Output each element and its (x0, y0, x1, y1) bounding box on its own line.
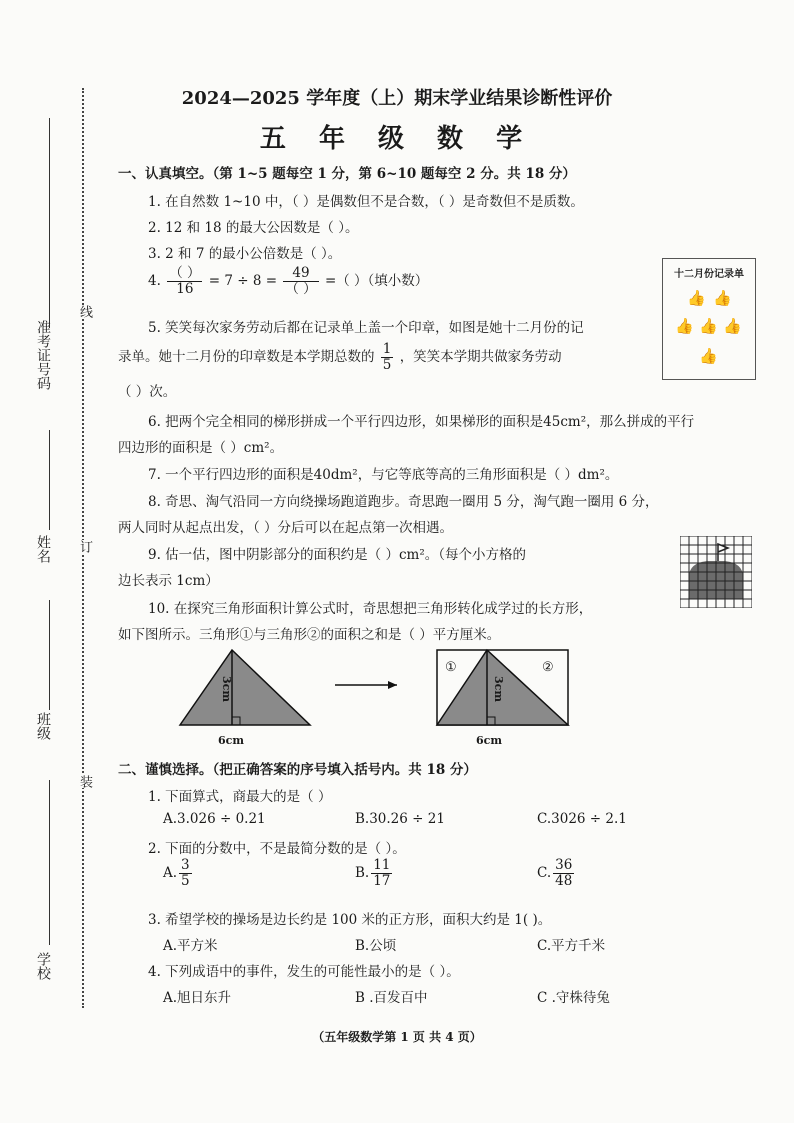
s2-q3-option-a: A.平方米 (163, 938, 218, 954)
s1-q8-line1: 8. 奇思、淘气沿同一方向绕操场跑道跑步。奇思跑一圈用 5 分，淘气跑一圈用 6 分， (148, 494, 659, 510)
s2-q4-option-c: C .守株待兔 (537, 990, 610, 1006)
stamp-icon: 👍 (687, 289, 706, 307)
exam-number-line (49, 118, 50, 328)
s1-q6-line2: 四边形的面积是（ ）cm²。 (118, 440, 284, 456)
stamp-icon: 👍 (713, 289, 732, 307)
s2-q3: 3. 希望学校的操场是边长约是 100 米的正方形，面积大约是 1( )。 (148, 912, 552, 928)
s1-q5-line2 (118, 342, 562, 373)
s2-q4: 4. 下列成语中的事件，发生的可能性最小的是（ ）。 (148, 964, 460, 980)
s2-q1: 1. 下面算式，商最大的是（ ） (148, 789, 332, 805)
s1-q6-line1: 6. 把两个完全相同的梯形拼成一个平行四边形，如果梯形的面积是45cm²，那么拼成的平行 (148, 414, 695, 430)
stamp-icon: 👍 (699, 317, 718, 335)
s1-q3: 3. 2 和 7 的最小公倍数是（ ）。 (148, 246, 342, 262)
fig-height-label: 3cm (220, 676, 233, 702)
q2b-prefix: B. (355, 865, 370, 881)
s1-q2: 2. 12 和 18 的最大公因数是（ ）。 (148, 220, 359, 236)
q4-fraction-1 (167, 266, 202, 297)
q5-fraction (381, 342, 394, 373)
q4-f1-num: （ ） (169, 265, 201, 281)
cut-ding-label: 订 (77, 540, 92, 553)
s1-q10-line1: 10. 在探究三角形面积计算公式时，奇思想把三角形转化成学过的长方形， (148, 601, 593, 617)
exam-title: 2024—2025 学年度（上）期末学业结果诊断性评价 (181, 88, 613, 109)
q2b-num: 11 (373, 857, 391, 873)
fig-height-label-2: 3cm (492, 676, 505, 702)
q4-f1-den: 16 (176, 281, 194, 297)
fig-triangle-2-label: ② (542, 660, 554, 675)
page-footer: （五年级数学第 1 页 共 4 页） (312, 1030, 482, 1044)
name-label: 姓名 (35, 535, 51, 563)
s1-q5-line3: （ ）次。 (118, 384, 177, 400)
s2-q2-option-a (163, 858, 194, 889)
exam-subtitle: 五 年 级 数 学 (259, 124, 535, 154)
stamp-icon: 👍 (723, 317, 742, 335)
fig-base-label: 6cm (218, 734, 244, 747)
q4-fraction-2 (283, 266, 318, 297)
q4-prefix: 4. (148, 273, 161, 289)
fig-triangle-1-label: ① (445, 660, 457, 675)
s2-q1-option-b: B.30.26 ÷ 21 (355, 811, 445, 827)
arrow-head (388, 681, 397, 689)
q4-f2-num: 49 (283, 266, 318, 282)
q2a-prefix: A. (163, 865, 178, 881)
q4-suffix: =（ ）（填小数） (324, 273, 429, 289)
s2-q3-option-c: C.平方千米 (537, 938, 606, 954)
q2a-den: 5 (181, 873, 190, 889)
s1-q9-line2: 边长表示 1cm） (118, 573, 219, 589)
q5-frac-den: 5 (382, 357, 392, 373)
q2c-den: 48 (555, 873, 573, 889)
exam-number-label: 准考证号码 (35, 320, 51, 390)
triangle-transform-figure (175, 645, 595, 730)
cut-line-label: 线 (77, 305, 92, 318)
shaded-grid-figure (680, 536, 752, 608)
s2-q1-option-a: A.3.026 ÷ 0.21 (163, 811, 266, 827)
class-line (49, 600, 50, 710)
fig-base-label-2: 6cm (476, 734, 502, 747)
s1-q7: 7. 一个平行四边形的面积是40dm²，与它等底等高的三角形面积是（ ）dm²。 (148, 467, 619, 483)
q2a-fraction (179, 858, 192, 889)
s2-q2: 2. 下面的分数中，不是最简分数的是（ ）。 (148, 841, 406, 857)
name-line (49, 430, 50, 530)
q2b-fraction (371, 858, 392, 889)
s1-q10-line2: 如下图所示。三角形①与三角形②的面积之和是（ ）平方厘米。 (118, 627, 501, 643)
s2-q2-option-c (537, 858, 576, 889)
school-line (49, 780, 50, 945)
school-label: 学校 (35, 952, 51, 980)
q2b-den: 17 (373, 873, 391, 889)
q5-text-b: ，笑笑本学期共做家务劳动 (399, 349, 562, 365)
q2c-num: 36 (555, 857, 573, 873)
s1-q1: 1. 在自然数 1~10 中，（ ）是偶数但不是合数，（ ）是奇数但不是质数。 (148, 194, 584, 210)
stamp-icon: 👍 (675, 317, 694, 335)
s2-q2-option-b (355, 858, 394, 889)
section2-heading: 二、谨慎选择。（把正确答案的序号填入括号内。共 18 分） (118, 762, 477, 778)
s2-q4-option-b: B .百发百中 (355, 990, 428, 1006)
s2-q4-option-a: A.旭日东升 (163, 990, 232, 1006)
s1-q8-line2: 两人同时从起点出发，（ ）分后可以在起点第一次相遇。 (118, 520, 454, 536)
class-label: 班级 (35, 712, 51, 740)
q5-frac-num: 1 (382, 341, 392, 357)
q2c-fraction (553, 858, 574, 889)
s2-q3-option-b: B.公顷 (355, 938, 397, 954)
q5-text-a: 录单。她十二月份的印章数是本学期总数的 (118, 349, 375, 365)
q4-middle: = 7 ÷ 8 = (208, 273, 278, 289)
original-triangle (180, 650, 310, 725)
q2a-num: 3 (181, 857, 190, 873)
s1-q5-line1: 5. 笑笑每次家务劳动后都在记录单上盖一个印章，如图是她十二月份的记 (148, 320, 584, 336)
s2-q1-option-c: C.3026 ÷ 2.1 (537, 811, 627, 827)
section1-heading: 一、认真填空。（第 1~5 题每空 1 分，第 6~10 题每空 2 分。共 18 分） (118, 166, 576, 182)
cut-zhuang-label: 装 (77, 775, 92, 788)
s1-q9-line1: 9. 估一估，图中阴影部分的面积约是（ ）cm²。（每个小方格的 (148, 547, 526, 563)
q2c-prefix: C. (537, 865, 552, 881)
record-card-title: 十二月份记录单 (674, 269, 744, 280)
stamp-icon: 👍 (699, 347, 718, 365)
q4-f2-den: （ ） (285, 281, 317, 297)
flag-shape (718, 544, 728, 561)
record-card (662, 258, 756, 380)
s1-q4 (148, 266, 428, 297)
